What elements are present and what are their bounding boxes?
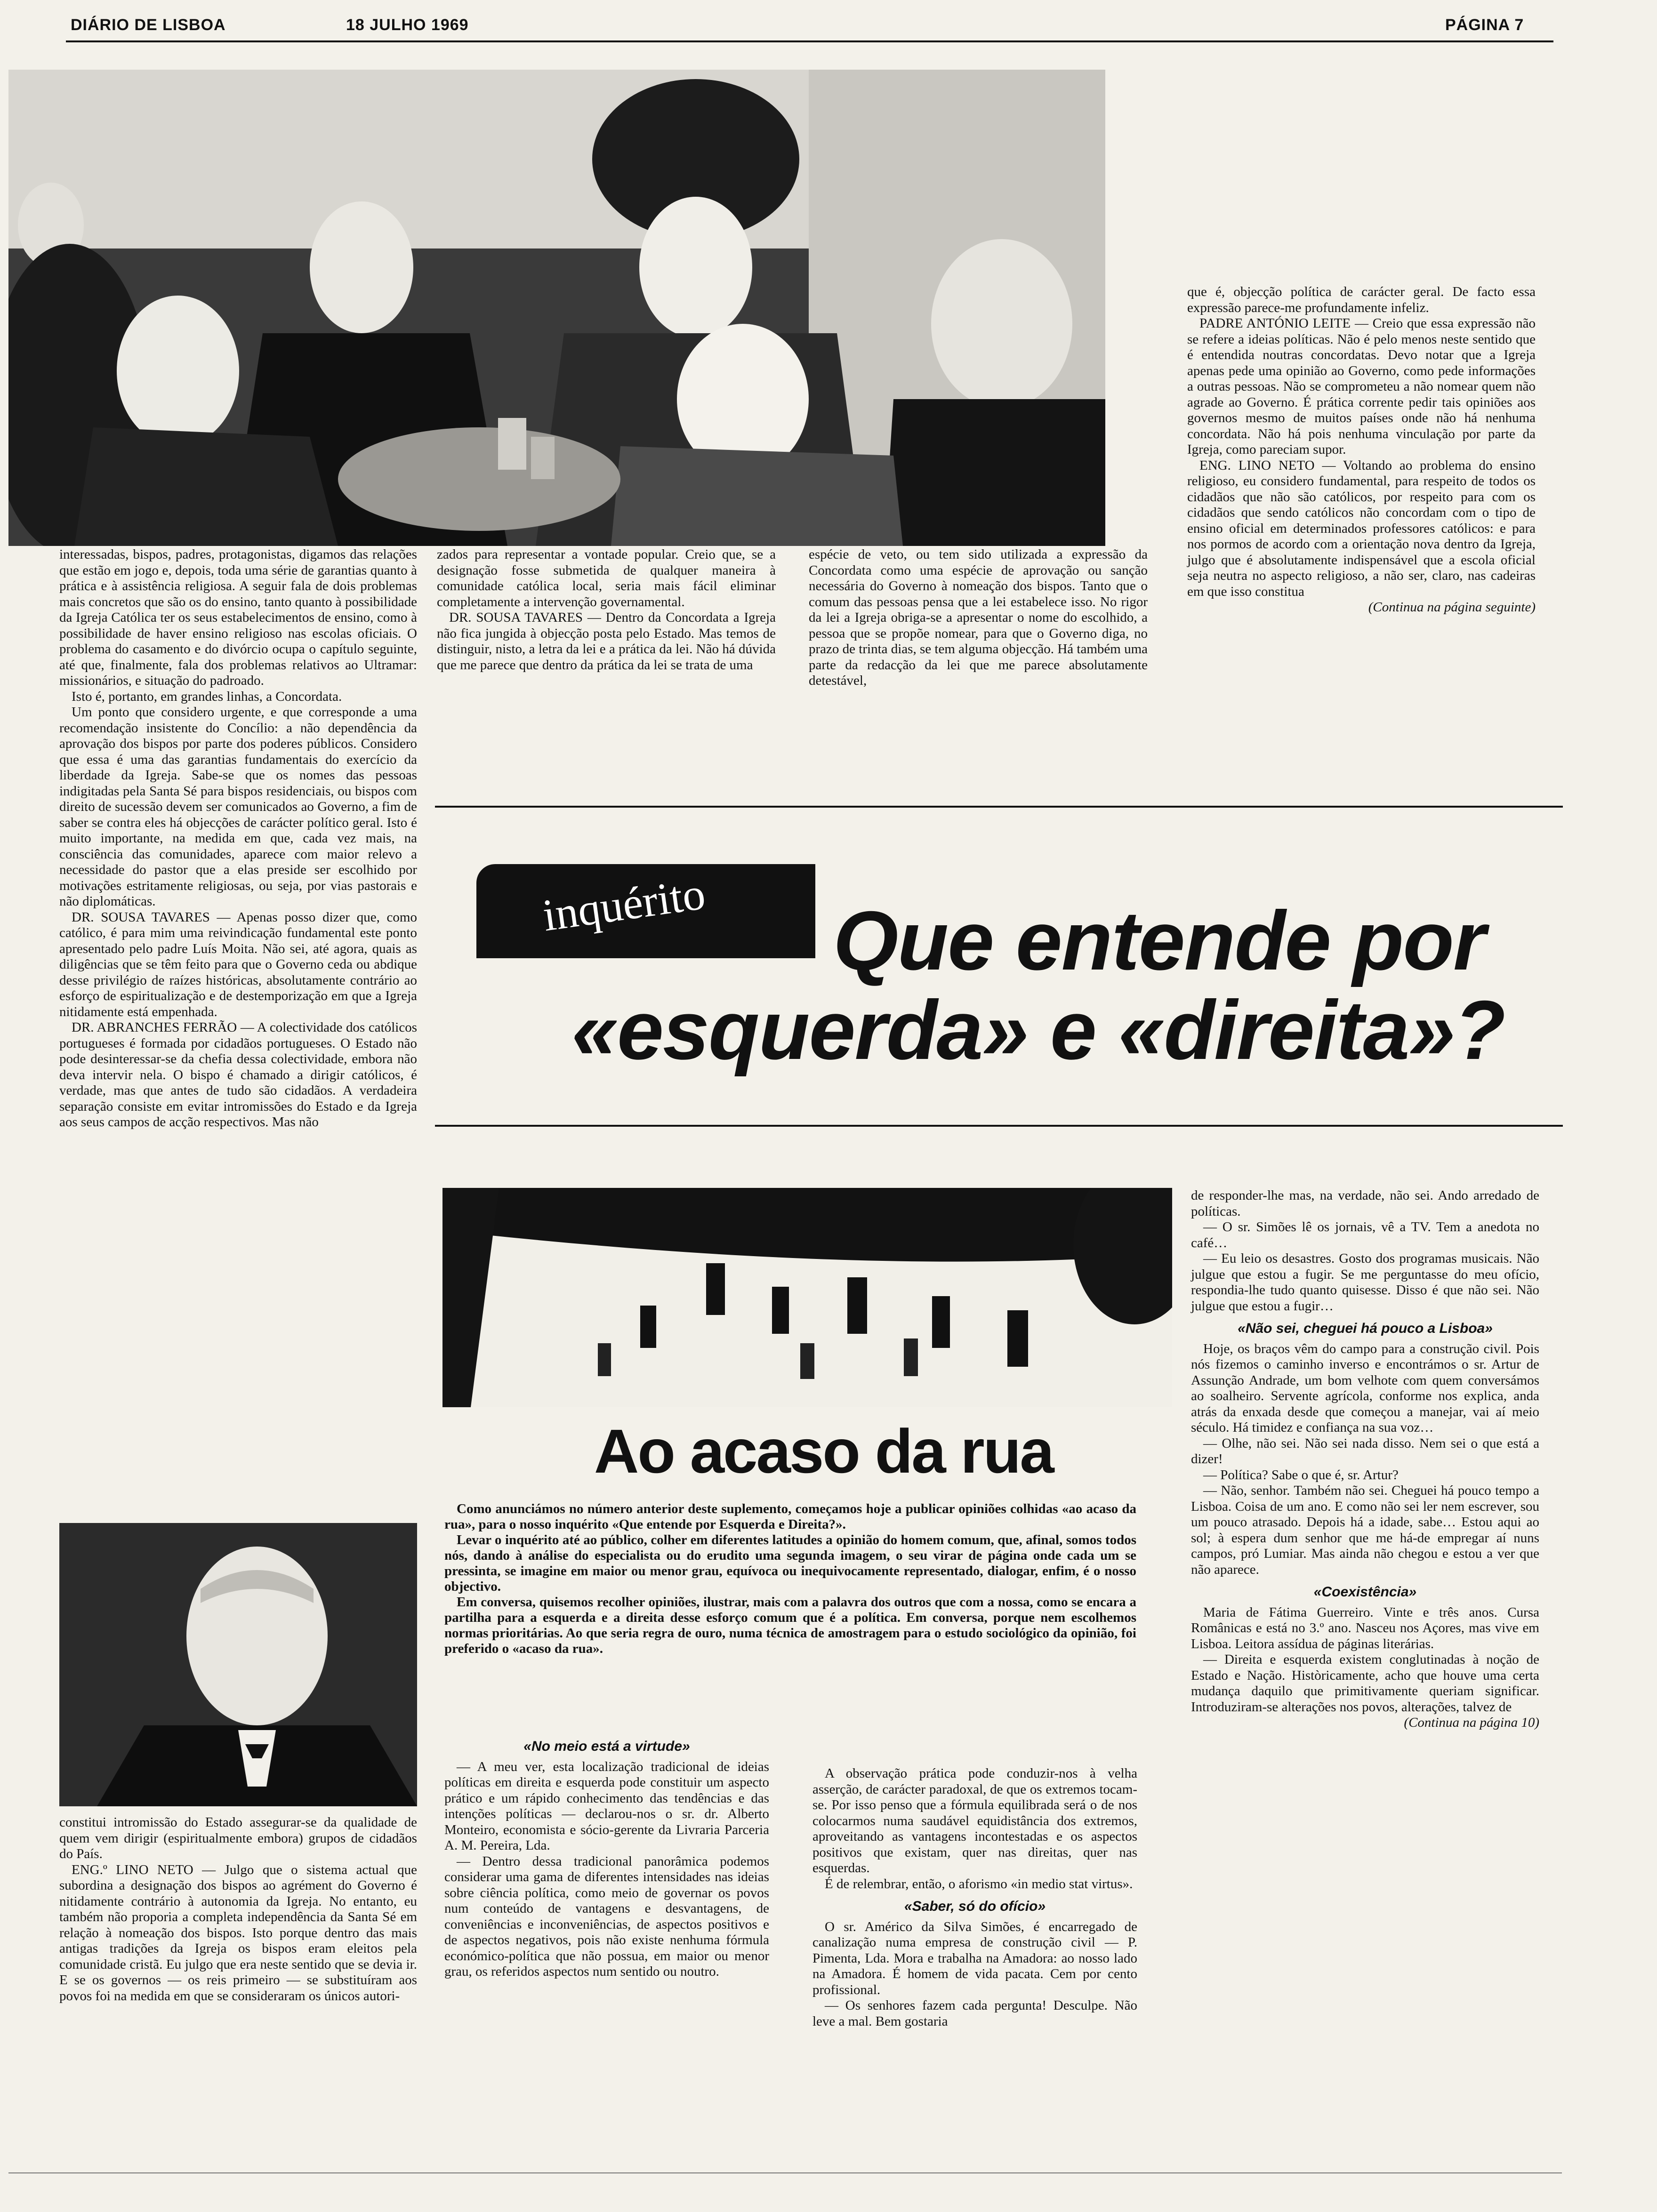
article-b-p4: — Os senhores fazem cada pergunta! Desculpe. Não leve a mal. Bem gostaria xyxy=(812,1998,1137,2029)
article-a-p2: — Dentro dessa tradicional panorâmica podemos considerar uma gama de diferentes intensidades nas ideias sobre ciência política, como meio de governar os povos num conteúdo de vantagens e desvantagens, de conveniências e inconveniências, de aspectos positivos e de aspectos negativos, pois não existe nenhuma fórmula económico-política que não possua, em maior ou menor grau, os referidos aspectos num sentido ou noutro. xyxy=(444,1853,769,1979)
mid-column-3-p1: espécie de veto, ou tem sido utilizada a expressão da Concordata como uma espécie de aprovação ou sanção necessária do Governo à nomeação dos bispos. Tanto que o comum das pessoas pensa que a lei estabelece isso. No rigor da lei a Igreja obriga-se a apresentar o nome do escolhido, a pessoa que se propõe nomear, para que o Governo diga, no prazo de trinta dias, se tem alguma objecção. Há também uma parte da redacção da lei que me parece absolutamente detestável, xyxy=(809,547,1148,688)
inquerito-badge xyxy=(476,864,815,958)
portrait-photo xyxy=(59,1523,417,1806)
left-column-p6: constitui intromissão do Estado assegurar-se da qualidade de quem vem dirigir (espiritualmente embora) grupos de cidadãos do País. xyxy=(59,1815,417,1861)
header-rule xyxy=(66,40,1553,42)
article-c-p1: de responder-lhe mas, na verdade, não sei. Ando arredado de políticas. xyxy=(1191,1188,1539,1219)
article-column-a xyxy=(444,1732,769,1980)
top-right-p1: que é, objecção política de carácter geral. De facto essa expressão parece-me profundamente infeliz. xyxy=(1187,284,1536,315)
continued-note-top: (Continua na página seguinte) xyxy=(1368,600,1536,615)
mid-column-2 xyxy=(437,547,776,673)
article-title: Ao acaso da rua xyxy=(594,1417,1053,1486)
article-intro-p3: Em conversa, quisemos recolher opiniões, ilustrar, mais com a palavra dos outros que com a nossa, como se encara a partilha para a esquerda e a direita desse esforço comum que é a política. Em conversa, porque nem escolhemos normas prioritárias. Ao que seria regra de ouro, numa técnica de amostragem para o estudo sociológico da opinião, foi preferido o «acaso da rua». xyxy=(444,1595,1136,1656)
bottom-rule xyxy=(8,2172,1562,2173)
top-right-p2: PADRE ANTÓNIO LEITE — Creio que essa expressão não se refere a ideias políticas. Não é pelo menos neste sentido que é entendida noutras concordatas. Devo notar que a Igreja apenas pede uma opinião ao Governo, como pede informações a outras pessoas. Não se comprometeu a não nomear quem não agrade ao Governo. É prática corrente pedir tais opiniões aos governos mesmo de muitos países onde não há nenhuma concordata. Não há pois nenhuma vinculação por parte da Igreja, como pareciam supor. xyxy=(1187,316,1536,457)
subhead-no-meio: «No meio está a virtude» xyxy=(523,1739,690,1754)
left-column-lower xyxy=(59,1815,417,2004)
mid-column-3 xyxy=(809,547,1148,689)
mid-column-2-p2: DR. SOUSA TAVARES — Dentro da Concordata a Igreja não fica jungida à objecção posta pelo Estado. Mas temos de distinguir, nisto, a letra da lei e a prática da lei. Não há dúvida que me parece que dentro da prática da lei se trata de uma xyxy=(437,610,776,673)
headline-line1: Que entende por xyxy=(833,894,1485,987)
page-number: PÁGINA 7 xyxy=(1445,16,1524,34)
article-a-p1: — A meu ver, esta localização tradicional de ideias políticas em direita e esquerda pode constituir um aspecto prático e um rápido conhecimento das tendências e das intenções políticas — declarou-nos o sr. dr. Alberto Monteiro, economista e sócio-gerente da Livraria Parceria A. M. Pereira, Lda. xyxy=(444,1759,769,1853)
newspaper-name: DIÁRIO DE LISBOA xyxy=(71,16,226,34)
continued-note-bottom: (Continua na página 10) xyxy=(1404,1715,1539,1730)
headline-rule xyxy=(435,1125,1563,1127)
article-b-p1: A observação prática pode conduzir-nos à velha asserção, de carácter paradoxal, de que os extremos tocam-se. Por isso penso que a fórmula equilibrada será o de nos colocarmos numa saudável equidistância dos extremos, aproveitando as vantagens incontestadas e os aspectos positivos que existam, quer nas direitas, quer nas esquerdas. xyxy=(812,1766,1137,1875)
mid-column-2-p1: zados para representar a vontade popular. Creio que, se a designação fosse submetida de qualquer maneira à comunidade católica local, seria mais fácil eliminar completamente a intervenção governamental. xyxy=(437,547,776,609)
inquerito-label: inquérito xyxy=(539,868,708,941)
left-column-p5: DR. ABRANCHES FERRÃO — A colectividade dos católicos portugueses é formada por cidadãos portugueses. O Estado não pode desinteressar-se da chefia dessa colectividade, embora não deva intervir nela. O bispo é chamado a dirigir católicos, é verdade, mas que antes de tudo são cidadãos. A verdadeira separação consiste em evitar intromissões do Estado e da Igreja aos seus campos de acção respectivos. Mas não xyxy=(59,1020,417,1130)
subhead-saber: «Saber, só do ofício» xyxy=(904,1899,1046,1914)
street-photo xyxy=(442,1188,1172,1407)
article-column-b xyxy=(812,1766,1137,2029)
article-b-p2: É de relembrar, então, o aforismo «in medio stat virtus». xyxy=(825,1876,1133,1891)
article-c-p4: Hoje, os braços vêm do campo para a construção civil. Pois nós fizemos o caminho inverso e encontrámos o sr. Artur de Assunção Andrade, um bom velhote com quem conversámos ao soalheiro. Servente agrícola, conforme nos explica, anda atrás da enxada desde que começou a manejar, vai aí meio século. Há timidez e confiança na sua voz… xyxy=(1191,1341,1539,1435)
meeting-photo xyxy=(8,70,1105,546)
left-column-p4: DR. SOUSA TAVARES — Apenas posso dizer que, como católico, é para mim uma reivindicação fundamental este ponto apresentado pelo padre Luís Moita. Não sei, até agora, quais as diligências que se têm feito para que o Governo ceda ou abdique desse privilégio de raízes históricas, absolutamente contrário ao esforço de espiritualização e de destemporização em que a Igreja nitidamente está empenhada. xyxy=(59,909,417,1019)
article-c-p8: Maria de Fátima Guerreiro. Vinte e três anos. Cursa Românicas e está no 3.º ano. Nasceu nos Açores, mas vive em Lisboa. Leitora assídua de páginas literárias. xyxy=(1191,1604,1539,1651)
left-column-upper xyxy=(59,547,417,1130)
article-c-p5: — Olhe, não sei. Não sei nada disso. Nem sei o que está a dizer! xyxy=(1191,1435,1539,1467)
left-column-p2: Isto é, portanto, em grandes linhas, a Concordata. xyxy=(72,689,342,704)
article-c-p6: — Política? Sabe o que é, sr. Artur? xyxy=(1203,1467,1399,1483)
article-intro-p2: Levar o inquérito até ao público, colher em diferentes latitudes a opinião do homem comum, que, afinal, somos todos nós, dando à análise do especialista ou do erudito uma segunda imagem, o seu virar de página onde cada um se pressinta, se imagine em maior ou menor grau, equívoca ou inequivocamente representado, dialogar, enfim, é o nosso objectivo. xyxy=(444,1532,1136,1594)
article-column-c xyxy=(1191,1188,1539,1731)
left-column-p7: ENG.º LINO NETO — Julgo que o sistema actual que subordina a designação dos bispos ao agrément do Governo é nitidamente contrário à autonomia da Igreja. No entanto, eu também não proporia a completa independência da Santa Sé em relação à nomeação dos bispos. Isto porque dentro das mais antigas tradições da Igreja os bispos eram eleitos pela comunidade cristã. Eu julgo que era neste sentido que se devia ir. E se os governos — os reis primeiro — se substituíram aos povos foi na medida em que se consideraram os únicos autori- xyxy=(59,1862,417,2004)
left-column-p3: Um ponto que considero urgente, e que corresponde a uma recomendação insistente do Concílio: a não dependência da aprovação dos bispos por parte dos poderes públicos. Considero que essa é uma das garantias fundamentais do exercício da liberdade da Igreja. Sabe-se que os nomes das pessoas indigitadas pela Santa Sé para bispos residenciais, ou bispos com direito de sucessão devem ser comunicados ao Governo, a fim de saber se contra eles há objecções de carácter político geral. Isto é muito importante, na medida em que, cada vez mais, na consciência das comunidades, aparece com maior relevo a necessidade do pastor que a elas preside ser escolhido por motivações estritamente religiosas, ou seja, por vias pastorais e não diplomáticas. xyxy=(59,705,417,909)
headline-line2: «esquerda» e «direita»? xyxy=(571,983,1505,1077)
left-column-p1: interessadas, bispos, padres, protagonistas, digamos das relações que estão em jogo e, depois, toda uma série de garantias quanto à prática e à assistência religiosa. A seguir fala de dois problemas mais concretos que são os do ensino, tanto quanto à possibilidade da Igreja Católica ter os seus estabelecimentos de ensino, como à possibilidade de haver ensino religioso nas escolas oficiais. O problema do casamento e do divórcio ocupa o capítulo seguinte, até que, finalmente, fala dos problemas relativos ao Ultramar: missionários, e situação do padroado. xyxy=(59,547,417,688)
article-c-p9: — Direita e esquerda existem conglutinadas à noção de Estado e Nação. Històricamente, acho que houve uma certa mudança daquilo que primitivamente queriam significar. Introduziram-se alterações nos povos, alterações, talvez de xyxy=(1191,1652,1539,1715)
top-right-column xyxy=(1187,284,1536,616)
top-right-p3: ENG. LINO NETO — Voltando ao problema do ensino religioso, eu considero fundamental, para respeito de todos os cidadãos que não são católicos, por respeito para com os cidadãos que sendo católicos não concordam com o tipo de ensino oficial em determinados professores católicos: e para nos pormos de acordo com a orientação nova dentro da Igreja, julgo que é absolutamente indispensável que a escola oficial seja neutra no aspecto religioso, a não ser, claro, nas cadeiras em que isso constitua xyxy=(1187,457,1536,599)
article-intro-p1: Como anunciámos no número anterior deste suplemento, começamos hoje a publicar opiniões colhidas «ao acaso da rua», para o nosso inquérito «Que entende por Esquerda e Direita?». xyxy=(444,1501,1136,1532)
subhead-coexistencia: «Coexistência» xyxy=(1313,1584,1417,1600)
article-b-p3: O sr. Américo da Silva Simões, é encarregado de canalização numa empresa de construção civil — P. Pimenta, Lda. Mora e trabalha na Amadora: ao nosso lado na Amadora. É homem de vida pacata. Cem por cento profissional. xyxy=(812,1919,1137,1997)
article-c-p7: — Não, senhor. Também não sei. Cheguei há pouco tempo a Lisboa. Coisa de um ano. E como não sei ler nem escrever, sou um pouco atrasado. Depois há a idade, sabe… Estou aqui ao sol; à espera dum senhor que me há-de empregar aí nuns campos, pró Lumiar. Mas ainda não chegou e estou a ver que não aparece. xyxy=(1191,1483,1539,1577)
article-intro xyxy=(444,1501,1136,1657)
subhead-nao-sei: «Não sei, cheguei há pouco a Lisboa» xyxy=(1238,1321,1493,1336)
section-rule xyxy=(435,806,1563,808)
article-c-p2: — O sr. Simões lê os jornais, vê a TV. Tem a anedota no café… xyxy=(1191,1219,1539,1250)
article-c-p3: — Eu leio os desastres. Gosto dos programas musicais. Não julgue que estou a fugir. Se me perguntasse do meu ofício, respondia-lhe tudo quanto quisesse. Disso é que não sei. Não julgue que estou a fugir… xyxy=(1191,1251,1539,1314)
issue-date: 18 JULHO 1969 xyxy=(346,16,469,34)
